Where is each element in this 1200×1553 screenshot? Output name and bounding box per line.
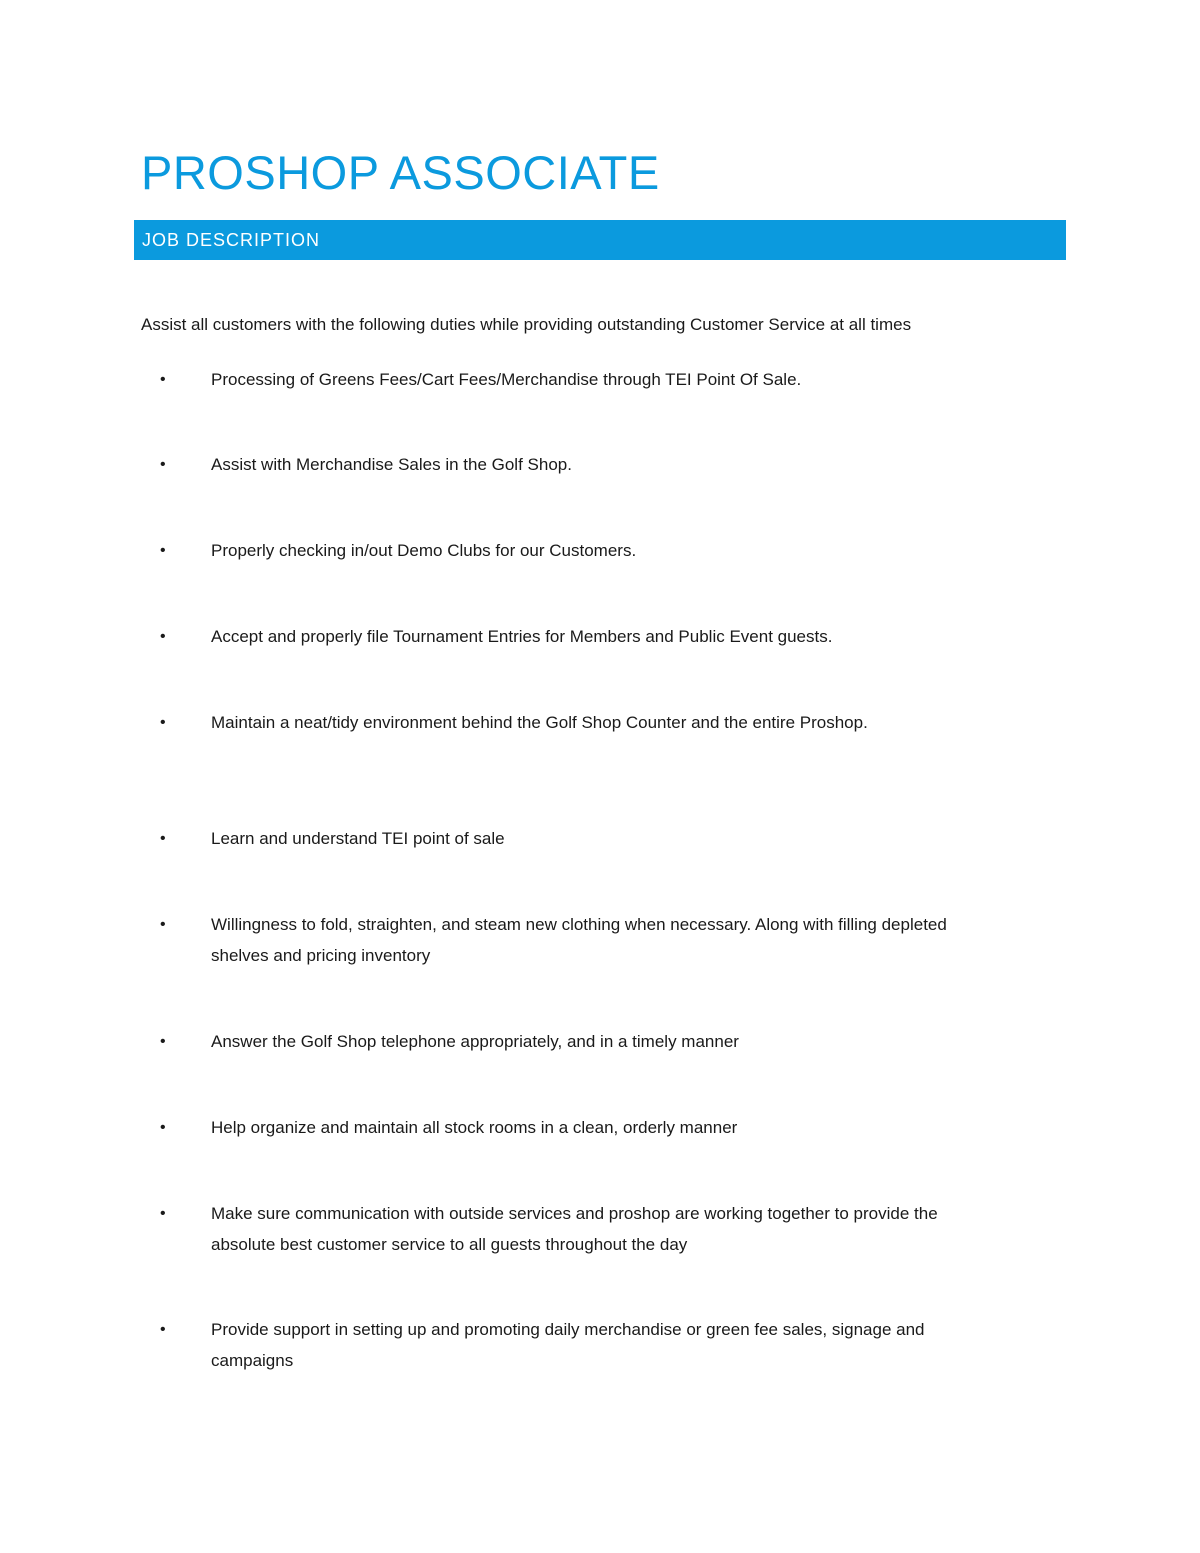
duty-text: Make sure communication with outside services and proshop are working together to provide the absolute best customer service to all guests throughout the day: [211, 1204, 938, 1254]
page-title: PROSHOP ASSOCIATE: [141, 146, 660, 199]
duty-text: Maintain a neat/tidy environment behind the Golf Shop Counter and the entire Proshop.: [211, 713, 868, 732]
intro-text: Assist all customers with the following duties while providing outstanding Customer Service at all times: [141, 315, 912, 334]
duty-text: Provide support in setting up and promoting daily merchandise or green fee sales, signage and campaigns: [211, 1320, 925, 1370]
bullet-icon: •: [160, 628, 166, 645]
bullet-icon: •: [160, 1205, 166, 1222]
bullet-icon: •: [160, 916, 166, 933]
bullet-icon: •: [160, 714, 166, 731]
duty-text: Processing of Greens Fees/Cart Fees/Merchandise through TEI Point Of Sale.: [211, 370, 802, 389]
duty-text: Answer the Golf Shop telephone appropriately, and in a timely manner: [211, 1032, 739, 1051]
duty-text: Properly checking in/out Demo Clubs for our Customers.: [211, 541, 637, 560]
duty-text: Willingness to fold, straighten, and steam new clothing when necessary. Along with filling depleted shelves and pricing inventory: [211, 915, 947, 965]
duty-text: Accept and properly file Tournament Entries for Members and Public Event guests.: [211, 627, 833, 646]
bullet-icon: •: [160, 371, 166, 388]
bullet-icon: •: [160, 1321, 166, 1338]
duty-text: Assist with Merchandise Sales in the Golf Shop.: [211, 455, 572, 474]
bullet-icon: •: [160, 830, 166, 847]
bullet-icon: •: [160, 456, 166, 473]
section-header-bar: [134, 220, 1066, 260]
duty-text: Help organize and maintain all stock rooms in a clean, orderly manner: [211, 1118, 738, 1137]
bullet-icon: •: [160, 542, 166, 559]
duty-text: Learn and understand TEI point of sale: [211, 829, 505, 848]
section-header-label: JOB DESCRIPTION: [142, 229, 321, 250]
bullet-icon: •: [160, 1033, 166, 1050]
bullet-icon: •: [160, 1119, 166, 1136]
